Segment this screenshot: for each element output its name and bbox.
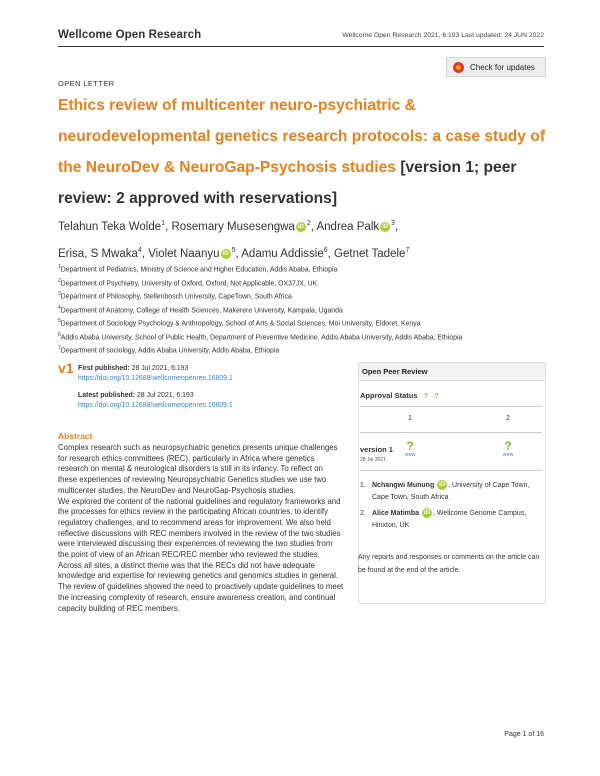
divider <box>360 470 542 471</box>
author-name[interactable]: Andrea Palk <box>316 220 380 233</box>
latest-doi-link[interactable]: https://doi.org/10.12688/wellcomeopenres.16809.1 <box>78 402 233 409</box>
abstract-heading: Abstract <box>58 431 93 441</box>
abstract-paragraph: We explored the content of the national guidelines and regulatory frameworks and the processes for ethics review in the participating African countries, to identify regulatory challenges, and to recommend areas for improvement. We also held reflective discussions with REC members involved in the review of the two studies were interviewed discussing their experiences of reviewing the two studies from the point of view of an African REC/REC member who reviewed the studies. <box>58 496 341 560</box>
question-icon: ? <box>504 439 512 453</box>
author-name[interactable]: Rosemary Musesengwa <box>171 220 295 233</box>
affiliation: $^1$Department of Pediatrics, Ministry of Science and Higher Education, Addis Ababa, Ethiopia <box>58 264 338 274</box>
affiliation: $^4$Department of Anatomy, College of Health Sciences, Makerere University, Kampala, Uganda <box>58 304 343 314</box>
peer-review-heading: Open Peer Review <box>359 363 545 381</box>
view-link: view <box>502 452 514 458</box>
orcid-icon[interactable]: iD <box>222 250 229 257</box>
author-name[interactable]: Erisa, S Mwaka <box>58 247 138 260</box>
affiliation: $^2$Department of Psychiatry, University of Oxford, Oxford, Not Applicable, OX37JX, UK <box>58 277 318 287</box>
author-list: Telahun Teka Wolde$^1$, Rosemary Musesengwa iD $^2$, Andrea Palk iD $^3$, Erisa, S Mwaka$^4$, Violet Naanyu iD $^5$, Adamu Addissie$^6$, Getnet Tadele$^7$ <box>58 220 410 260</box>
header-divider <box>58 46 544 47</box>
author-name[interactable]: Telahun Teka Wolde <box>58 220 162 233</box>
reviewer-item: 2. Alice Matimba iD , Wellcome Genome Campus, Hinxton, UK <box>360 510 527 529</box>
abstract-text <box>58 443 344 614</box>
author-name[interactable]: Adamu Addissie <box>241 247 324 260</box>
check-updates-button[interactable] <box>446 57 546 77</box>
view-link: view <box>404 452 416 458</box>
divider <box>360 406 542 407</box>
affiliation: $^6$Addis Ababa University, School of Public Health, Department of Preventive Medicine, Addis Ababa University, Addis Ababa, Ethiopia <box>58 331 463 341</box>
orcid-icon[interactable]: iD <box>382 223 389 230</box>
question-icon: ? <box>406 439 414 453</box>
first-doi-link[interactable]: https://doi.org/10.12688/wellcomeopenres.16809.1 <box>78 375 233 382</box>
status-icon: ? <box>423 391 429 400</box>
reviewer-column: 1 <box>408 415 412 422</box>
orcid-icon[interactable]: iD <box>297 223 304 230</box>
version-date: 28 Jul 2021 <box>360 457 386 463</box>
journal-name: Wellcome Open Research <box>58 29 202 41</box>
reviewer-name[interactable]: Nchangwi Munung <box>372 482 435 489</box>
crossmark-icon <box>453 62 464 73</box>
approval-status: Approval Status ? ? <box>360 391 439 400</box>
divider <box>360 432 542 433</box>
affiliation-list <box>58 262 558 357</box>
article-type: OPEN LETTER <box>58 79 115 88</box>
review-note: Any reports and responses or comments on the article can be found at the end of the article. <box>358 554 540 574</box>
version-info: [version 1; peer review: 2 approved with reservations] <box>58 159 517 207</box>
status-icon: ? <box>434 391 439 400</box>
version-badge: v1 <box>58 360 74 376</box>
version-row-label: version 1 <box>360 445 393 454</box>
affiliation: $^5$Department of Sociology Psychology & Anthropology, School of Arts & Social Sciences, Moi University, Eldoret, Kenya <box>58 318 421 328</box>
title-text: Ethics review of multicenter neuro-psychiatric & neurodevelopmental genetics research protocols: a case study of the NeuroDev & NeuroGap-Psychosis studies <box>58 97 546 176</box>
reviewer-2-status[interactable] <box>493 440 523 458</box>
reviewer-1-status[interactable] <box>395 440 425 458</box>
check-updates-label: Check for updates <box>470 62 535 72</box>
orcid-icon[interactable]: iD <box>439 482 446 489</box>
reviewer-item: 1. Nchangwi Munung iD , University of Cape Town, Cape Town, South Africa <box>360 482 530 501</box>
abstract-paragraph: Complex research such as neuropsychiatric genetics presents unique challenges for research ethics committees (REC), particularly in Africa where genetics research on mental & neurological disorders is still in its infancy. To reflect on these experiences of reviewing Neuropsychiatric Genetics studies we use two multicenter studies, the NeuroDev and NeuroGap-Psychosis studies. <box>58 443 338 495</box>
reviewer-column: 2 <box>506 415 510 422</box>
citation-line: Wellcome Open Research 2021, 6:193 Last updated: 24 JUN 2022 <box>342 32 544 39</box>
affiliation: $^3$Department of Philosophy, Stellenbosch University, CapeTown, South Africa <box>58 291 292 301</box>
abstract-paragraph: Across all sites, a distinct theme was that the RECs did not have adequate knowledge and expertise for reviewing genetics and genomics studies in general. The review of guidelines showed the need to proactively update guidelines to meet the increasing complexity of research, ensure awareness creation, and continual capacity building of REC members. <box>58 560 344 613</box>
reviewer-name[interactable]: Alice Matimba <box>372 510 420 517</box>
page-number: Page 1 of 16 <box>504 731 544 738</box>
article-title <box>58 90 558 214</box>
affiliation: $^7$Department of sociology, Addis Ababa University, Addis Ababa, Ethiopia <box>58 345 280 355</box>
author-name[interactable]: Violet Naanyu <box>148 247 220 260</box>
reviewer-list <box>360 480 542 536</box>
orcid-icon[interactable]: iD <box>424 510 431 517</box>
author-name[interactable]: Getnet Tadele <box>334 247 406 260</box>
publication-info: First published: 28 Jul 2021, 6:193 https://doi.org/10.12688/wellcomeopenres.16809.1 Latest published: 28 Jul 2021, 6:193 https://doi.org/10.12688/wellcomeopenres.16809.1 <box>78 365 233 409</box>
